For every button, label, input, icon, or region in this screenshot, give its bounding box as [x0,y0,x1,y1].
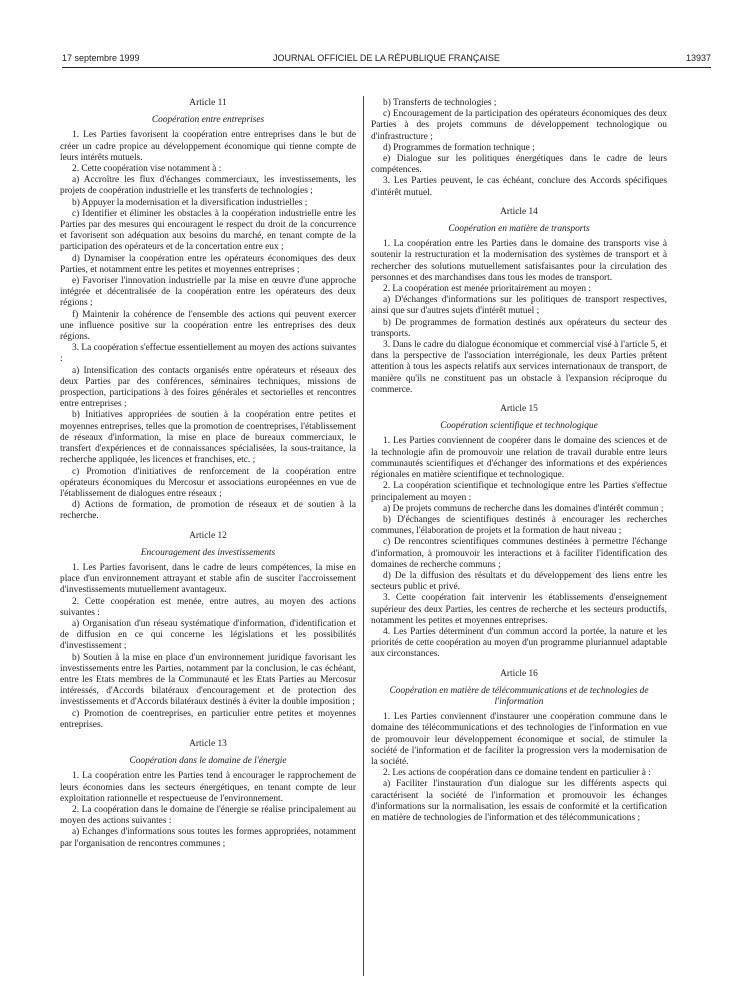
paragraph: b) Initiatives appropriées de soutien à la coopération entre petites et moyennes entreprises, telles que la promotion de coentreprises, l'établissement de réseaux d'information, la mise en place de bureaux commerciaux, le transfert d'expériences et de connaissances spécialisées, la sous-traitance, la recherche appliquée, les licences et franchises, etc. ; [60,410,356,466]
article-subtitle: Coopération entre entreprises [151,115,265,126]
article-title: Article 12 [189,530,227,541]
paragraph: 3. Cette coopération fait intervenir les établissements d'enseignement supérieur des deux Parties, les centres de recherche et les secteurs productifs, notamment les petites et moyennes entreprises. [371,593,667,626]
paragraph: a) Accroître les flux d'échanges commerciaux, les investissements, les projets de coopération industrielle et les transferts de technologies ; [60,175,356,197]
paragraph: a) Organisation d'un réseau systématique d'information, d'identification et de diffusion en ce qui concerne les législations et les possibilités d'investissement ; [60,618,356,652]
article-subtitle: Coopération dans le domaine de l'énergie [129,756,287,767]
paragraph: 2. La coopération est menée prioritairement au moyen : [383,284,591,295]
paragraph: 2. Cette coopération est menée, entre autres, au moyen des actions suivantes : [60,596,356,618]
paragraph: c) Identifier et éliminer les obstacles à la coopération industrielle entre les Parties par des mesures qui encouragent le respect du droit de la concurrence et favorisent son adéquation aux besoins du marché, en tenant compte de la participation des opérateurs et de la concertation entre eux ; [60,208,356,253]
article-subtitle: Coopération en matière de transports [448,224,590,235]
column-divider [363,96,364,976]
paragraph: c) Promotion de coentreprises, en particulier entre petites et moyennes entreprises. [60,708,356,730]
paragraph: c) Encouragement de la participation des opérateurs économiques des deux Parties à des projets communs de développement technologique ou d'infrastructure ; [371,109,667,142]
paragraph: f) Maintenir la cohérence de l'ensemble des actions qui peuvent exercer une influence positive sur la coopération entre les entreprises des deux régions. [60,309,356,343]
paragraph: c) Promotion d'initiatives de renforcement de la coopération entre opérateurs économiques du Mercosur et associations européennes en vue de l'établissement de dialogues entre réseaux ; [60,466,356,499]
header-date: 17 septembre 1999 [62,53,140,63]
paragraph: 2. Les actions de coopération dans ce domaine tendent en particulier à : [383,768,651,779]
left-column [60,98,356,850]
section-gap [60,731,356,739]
article-title: Article 13 [189,738,227,749]
article-subtitle: Coopération en matière de télécommunications et de technologies de l'information [389,685,649,707]
paragraph: 3. Dans le cadre du dialogue économique et commercial visé à l'article 5, et dans la perspective de l'association interrégionale, les deux Parties prêtent attention à tous les aspects relatifs aux services internationaux de transport, de manière qu'ils ne constituent pas un obstacle à l'expansion réciproque du commerce. [371,340,667,395]
paragraph: 1. Les Parties conviennent de coopérer dans le domaine des sciences et de la technologie afin de promouvoir une relation de travail durable entre leurs communautés scientifiques et d'échanger des informations et des expériences régionales en matière scientifique et technologique. [371,436,667,481]
page-header [62,53,711,67]
paragraph: d) De la diffusion des résultats et du développement des liens entre les secteurs public et privé. [371,570,667,593]
section-gap [371,199,667,207]
header-journal-title: JOURNAL OFFICIEL DE LA RÉPUBLIQUE FRANÇAISE [273,53,500,63]
paragraph: a) Echanges d'informations sous toutes les formes appropriées, notamment par l'organisation de rencontres communes ; [60,827,356,849]
paragraph: 3. La coopération s'effectue essentiellement au moyen des actions suivantes : [60,343,356,365]
paragraph: b) Appuyer la modernisation et la diversification industrielles ; [72,197,308,208]
paragraph: 1. La coopération entre les Parties tend à encourager le rapprochement de leurs économies dans les secteurs énergétiques, en tenant compte de leur exploitation rationnelle et respectueuse de l'environnement. [60,771,356,804]
article-subtitle: Coopération scientifique et technologique [440,421,598,432]
paragraph: a) De projets communs de recherche dans les domaines d'intérêt commun ; [383,503,664,514]
paragraph: b) D'échanges de scientifiques destinés à encourager les recherches communes, l'élaboration de projets et la formation de haut niveau ; [371,514,667,537]
paragraph: 1. Les Parties favorisent la coopération entre entreprises dans le but de créer un cadre propice au développement économique qui tienne compte de leurs intérêts mutuels. [60,130,356,163]
article-title: Article 14 [500,206,538,217]
paragraph: b) Transferts de technologies ; [383,98,497,108]
paragraph: a) Faciliter l'instauration d'un dialogue sur les différents aspects qui caractérisent la société de l'information et promouvoir les échanges d'informations sur la normalisation, les essais de conformité et la certification en matière de technologies de l'information et des télécommunications ; [371,779,667,823]
section-gap [371,661,667,669]
paragraph: e) Dialogue sur les politiques énergétiques dans le cadre de leurs compétences. [371,154,667,176]
header-page-number: 13937 [685,53,711,63]
paragraph: 1. Les Parties favorisent, dans le cadre de leurs compétences, la mise en place d'un environnement attrayant et stable afin de susciter l'accroissement d'investissements mutuellement avantageux. [60,562,356,596]
paragraph: b) De programmes de formation destinés aux opérateurs du secteur des transports. [371,317,667,339]
section-gap [371,396,667,404]
paragraph: d) Programmes de formation technique ; [383,142,535,153]
paragraph: b) Soutien à la mise en place d'un environnement juridique favorisant les investissements entre les Parties, notamment par la conclusion, le cas échéant, entre les Etats membres de la Communauté et les Etats Parties au Mercosur intéressés, d'Accords bilatéraux d'encouragement et de protection des investissements et d'Accords bilatéraux destinés à éviter la double imposition ; [60,652,356,708]
right-column [371,98,667,824]
paragraph: 1. Les Parties conviennent d'instaurer une coopération commune dans le domaine des télécommunications et des technologies de l'information en vue de promouvoir leur développement économique et social, de stimuler la société de l'information et de faciliter la progression vers la modernisation de la société. [371,712,667,767]
paragraph: 1. La coopération entre les Parties dans le domaine des transports vise à soutenir la restructuration et la modernisation des systèmes de transport et à rechercher des solutions mutuellement satisfaisantes pour la circulation des personnes et des marchandises dans tous les modes de transport. [371,239,667,283]
paragraph: 2. La coopération dans le domaine de l'énergie se réalise principalement au moyen des actions suivantes : [60,804,356,827]
paragraph: a) D'échanges d'informations sur les politiques de transport respectives, ainsi que sur d'autres sujets d'intérêt mutuel ; [371,295,667,317]
paragraph: a) Intensification des contacts organisés entre opérateurs et réseaux des deux Parties par des conférences, séminaires techniques, missions de prospection, participations à des foires générales et sectorielles et rencontres entre entreprises ; [60,365,356,410]
section-gap [60,523,356,531]
paragraph: 3. Les Parties peuvent, le cas échéant, conclure des Accords spécifiques d'intérêt mutuel. [371,176,667,198]
paragraph: d) Dynamiser la coopération entre les opérateurs économiques des deux Parties, et notamment entre les petites et moyennes entreprises ; [60,253,356,275]
article-title: Article 11 [189,98,227,108]
header-rule [62,67,711,68]
paragraph: 2. La coopération scientifique et technologique entre les Parties s'effectue principalement au moyen : [371,481,667,503]
paragraph: 2. Cette coopération vise notamment à : [72,164,222,175]
paragraph: c) De rencontres scientifiques communes destinées à permettre l'échange d'information, à promouvoir les interactions et à faciliter l'identification des domaines de recherche communs ; [371,537,667,570]
paragraph: d) Actions de formation, de promotion de réseaux et de soutien à la recherche. [60,500,356,522]
article-title: Article 16 [500,668,538,679]
article-subtitle: Encouragement des investissements [140,547,276,558]
paragraph: 4. Les Parties déterminent d'un commun accord la portée, la nature et les priorités de cette coopération au moyen d'un programme pluriannuel adaptable aux circonstances. [371,626,667,660]
paragraph: e) Favoriser l'innovation industrielle par la mise en œuvre d'une approche intégrée et décentralisée de la coopération entre les opérateurs des deux régions ; [60,276,356,309]
article-title: Article 15 [500,404,538,415]
